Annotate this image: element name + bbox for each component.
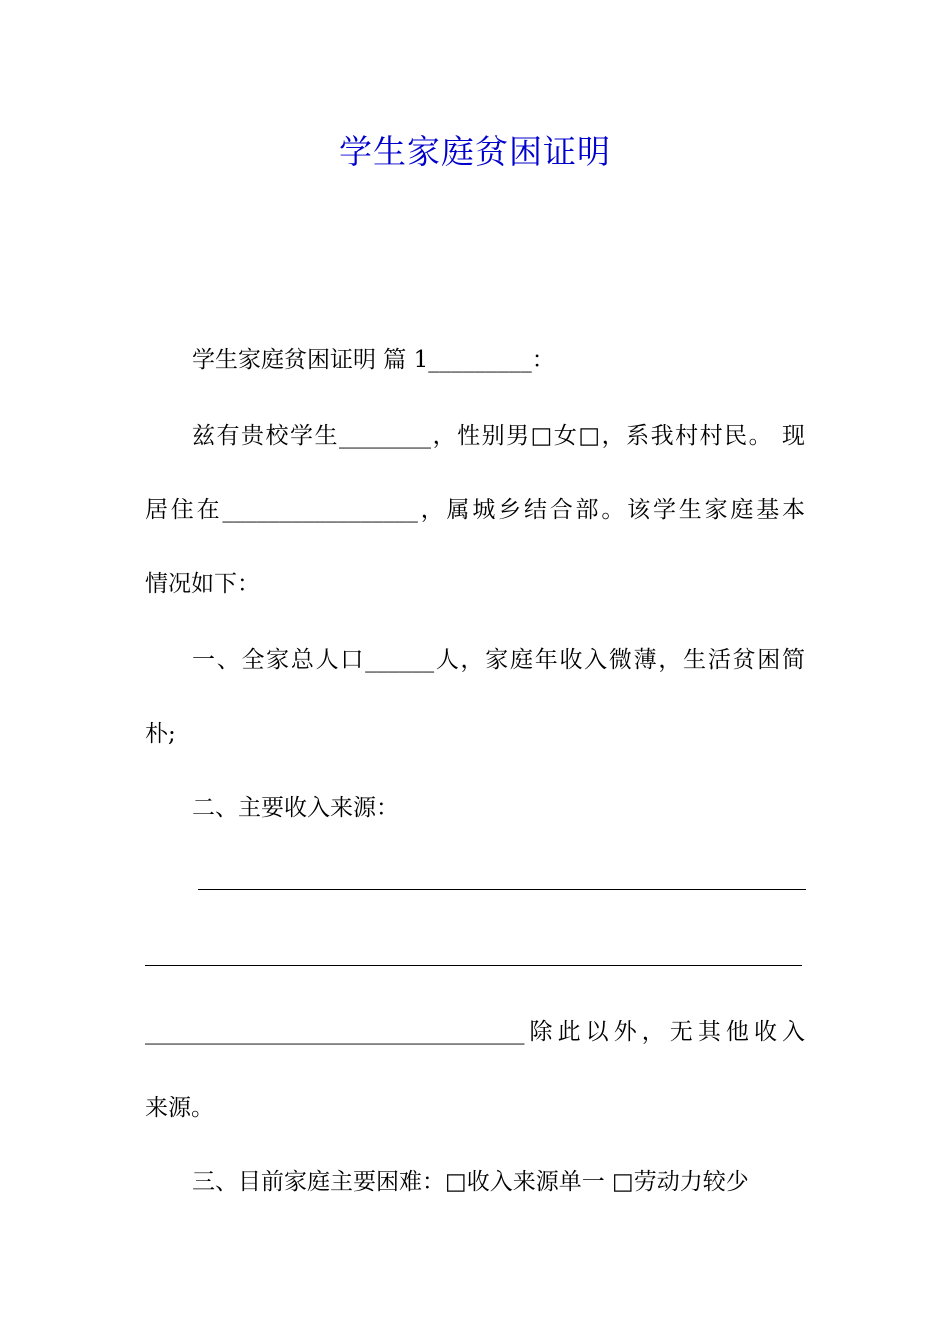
household-size-line-cont: 朴;: [145, 721, 176, 747]
income-source-end-line: _________________________________除此以外，无其他收入: [145, 1019, 805, 1045]
document-title: 学生家庭贫困证明: [339, 132, 611, 171]
addressee-line: 学生家庭贫困证明 篇 1_________：: [192, 347, 555, 373]
income-source-blank-line-2: [145, 965, 802, 966]
income-source-end-line-cont: 来源。: [145, 1095, 214, 1121]
household-size-line: 一、全家总人口______人，家庭年收入微薄，生活贫困简: [192, 647, 805, 673]
situation-intro-line: 情况如下：: [145, 571, 260, 597]
student-info-line: 兹有贵校学生________，性别男□女□，系我村村民。 现: [192, 423, 805, 449]
difficulties-line: 三、目前家庭主要困难：□收入来源单一 □劳动力较少: [192, 1169, 749, 1195]
income-source-heading: 二、主要收入来源：: [192, 795, 399, 821]
residence-line: 居住在_________________，属城乡结合部。该学生家庭基本: [145, 497, 805, 523]
income-source-blank-line-1: [198, 889, 806, 890]
